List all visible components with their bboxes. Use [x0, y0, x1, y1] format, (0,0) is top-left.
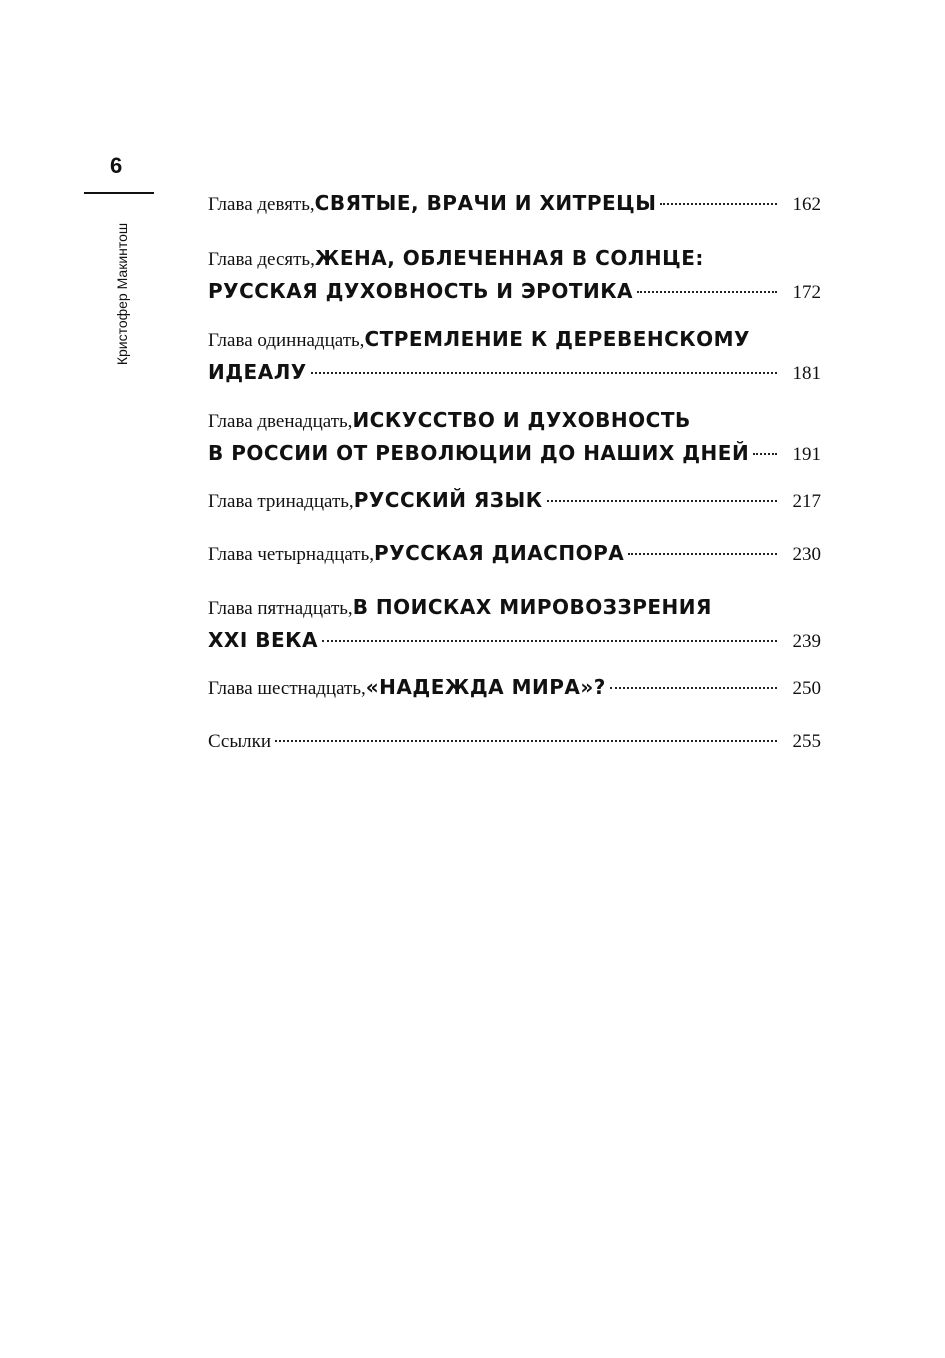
entry-page-number: 250: [792, 678, 821, 699]
entry-title: ИСКУССТВО И ДУХОВНОСТЬ: [352, 408, 691, 432]
entry-page-number: 239: [792, 631, 821, 652]
entry-page-number: 172: [792, 282, 821, 303]
toc-entry[interactable]: [208, 242, 821, 308]
entry-title: В ПОИСКАХ МИРОВОЗЗРЕНИЯ: [352, 595, 712, 619]
entry-prefix: Глава десять,: [208, 249, 315, 270]
entry-title: СВЯТЫЕ, ВРАЧИ И ХИТРЕЦЫ: [314, 191, 657, 215]
toc-entry[interactable]: [208, 323, 821, 389]
entry-prefix: Глава пятнадцать,: [208, 598, 353, 619]
header-rule: [84, 192, 154, 194]
entry-title-continued: XXI ВЕКА: [208, 628, 318, 652]
running-head: Кристофер Макинтош: [114, 222, 130, 366]
entry-title-continued: В РОССИИ ОТ РЕВОЛЮЦИИ ДО НАШИХ ДНЕЙ: [208, 441, 750, 465]
entry-title-continued: РУССКАЯ ДУХОВНОСТЬ И ЭРОТИКА: [208, 279, 634, 303]
toc-entry[interactable]: [208, 484, 821, 517]
dot-leader: [610, 687, 777, 689]
toc-entry[interactable]: [208, 591, 821, 657]
entry-page-number: 230: [792, 544, 821, 565]
toc-entry[interactable]: [208, 671, 821, 704]
entry-prefix: Глава шестнадцать,: [208, 678, 366, 699]
entry-title: ЖЕНА, ОБЛЕЧЕННАЯ В СОЛНЦЕ:: [314, 246, 704, 270]
dot-leader: [547, 500, 777, 502]
entry-page-number: 181: [792, 363, 821, 384]
entry-title-continued: ИДЕАЛУ: [208, 360, 307, 384]
toc-entry[interactable]: [208, 404, 821, 470]
entry-label: Ссылки: [208, 731, 271, 752]
toc-entry[interactable]: [208, 537, 821, 570]
entry-title: СТРЕМЛЕНИЕ К ДЕРЕВЕНСКОМУ: [364, 327, 750, 351]
entry-page-number: 191: [792, 444, 821, 465]
dot-leader: [628, 553, 777, 555]
entry-prefix: Глава тринадцать,: [208, 491, 354, 512]
dot-leader: [660, 203, 777, 205]
entry-page-number: 162: [792, 194, 821, 215]
dot-leader: [322, 640, 777, 642]
entry-title: РУССКАЯ ДИАСПОРА: [374, 541, 625, 565]
entry-page-number: 217: [792, 491, 821, 512]
dot-leader: [311, 372, 777, 374]
entry-page-number: 255: [792, 731, 821, 752]
dot-leader: [275, 740, 777, 742]
toc-entry-references[interactable]: [208, 725, 821, 758]
entry-title: РУССКИЙ ЯЗЫК: [353, 488, 543, 512]
toc-entry[interactable]: [208, 187, 821, 220]
entry-prefix: Глава одиннадцать,: [208, 330, 365, 351]
page-number: 6: [110, 153, 123, 178]
entry-prefix: Глава четырнадцать,: [208, 544, 375, 565]
entry-title: «НАДЕЖДА МИРА»?: [365, 675, 606, 699]
dot-leader: [753, 453, 777, 455]
entry-prefix: Глава двенадцать,: [208, 411, 353, 432]
entry-prefix: Глава девять,: [208, 194, 315, 215]
dot-leader: [637, 291, 777, 293]
